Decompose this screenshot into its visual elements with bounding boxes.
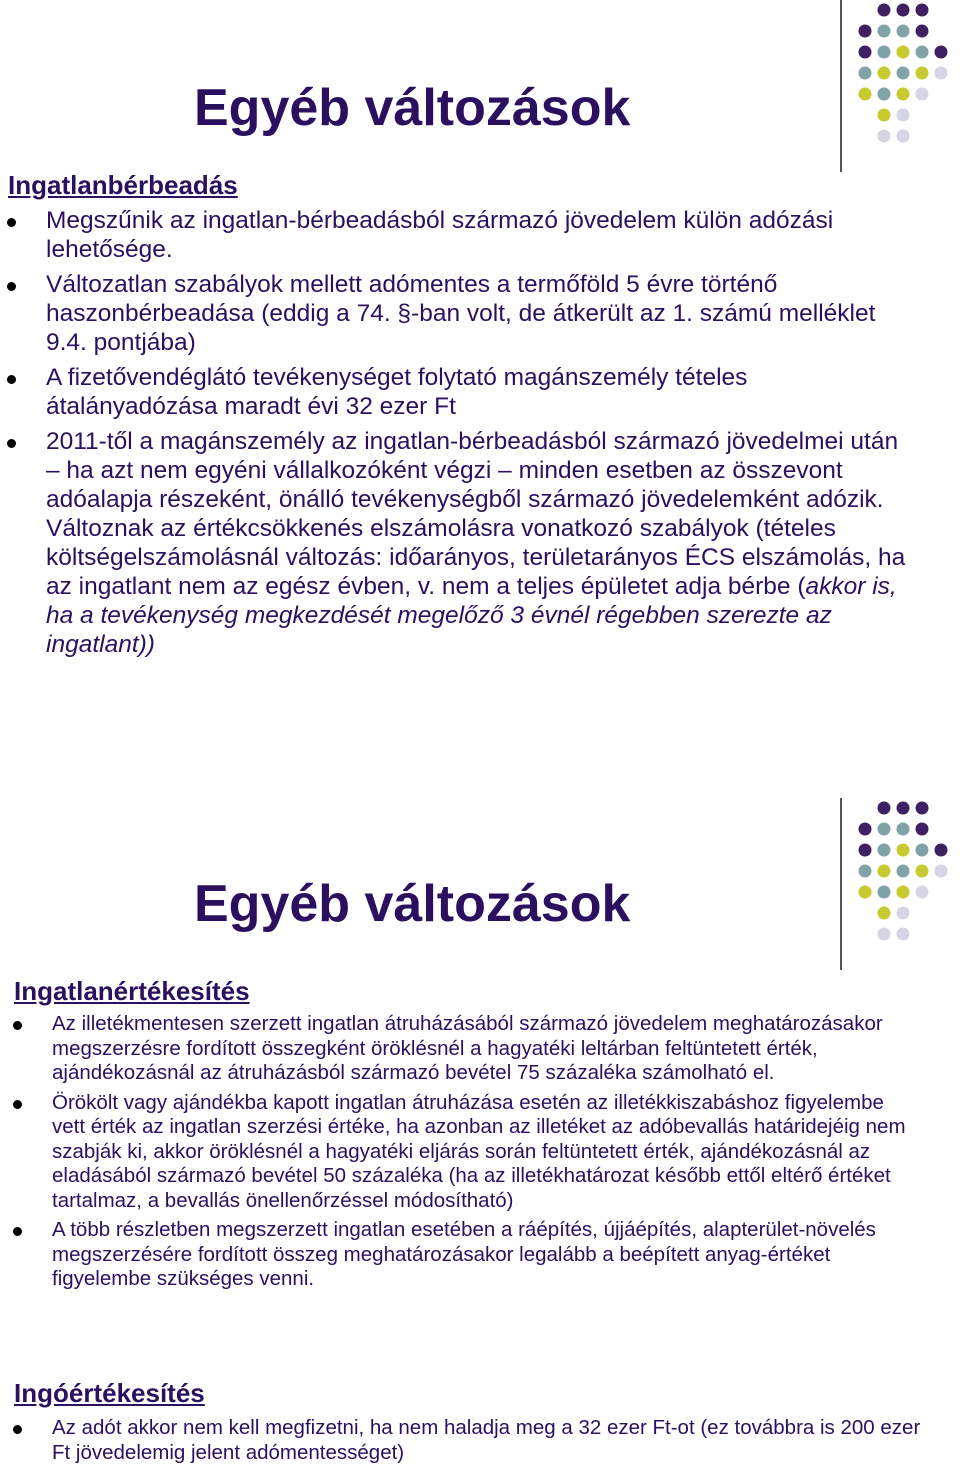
bullet-icon [13, 1021, 22, 1030]
decorative-dot [859, 25, 872, 38]
decorative-dot [916, 46, 929, 59]
decorative-dot [897, 844, 910, 857]
decorative-dot [897, 928, 910, 941]
decorative-vertical-line [840, 798, 842, 970]
decorative-dot [859, 46, 872, 59]
slide-title: Egyéb változások [194, 875, 631, 933]
decorative-dot [897, 886, 910, 899]
decorative-dot [897, 67, 910, 80]
decorative-dot [916, 4, 929, 17]
decorative-dot [916, 886, 929, 899]
list-item [52, 1416, 932, 1465]
bullet-icon [13, 1227, 22, 1236]
decorative-dot [897, 823, 910, 836]
list-item-text: Az illetékmentesen szerzett ingatlan átruházásából származó jövedelem meghatározásakor megszerzésre fordított összegként öröklésnél a hagyatéki leltárban feltüntetett érték, ajándékozásnál az átruházásból származó bevétel 75 százaléka számolható el. [52, 1012, 883, 1084]
bullet-icon [13, 1425, 22, 1434]
decorative-dot [878, 25, 891, 38]
decorative-dot [897, 4, 910, 17]
decorative-dot-grid [835, 798, 960, 968]
section-heading-ingoertekesites: Ingóértékesítés [14, 1378, 205, 1408]
decorative-dot [878, 46, 891, 59]
list-item-text: 2011-től a magánszemély az ingatlan-bérbeadásból származó jövedelmei után – ha azt nem egyéni vállalkozóként végzi – minden esetben az összevont adóalapja részeként, önálló tevékenységből származó jövedelemként adózik. Változnak az értékcsökkenés elszámolásra vonatkozó szabályok (tételes költségelszámolásnál változás: időarányos, területarányos ÉCS elszámolás, ha az ingatlant nem az egész évben, v. nem a teljes épületet adja bérbe ( [46, 428, 906, 600]
decorative-dot [916, 865, 929, 878]
decorative-dot [859, 865, 872, 878]
list-item [46, 427, 906, 659]
decorative-dot [897, 25, 910, 38]
bullet-list-berbeadas [46, 206, 906, 665]
list-item [52, 1091, 912, 1214]
decorative-dot [878, 907, 891, 920]
decorative-dot [897, 802, 910, 815]
list-item [52, 1218, 912, 1292]
decorative-dot [878, 88, 891, 101]
decorative-dot [916, 823, 929, 836]
decorative-dot [859, 67, 872, 80]
section-heading-ingatlanertekesites: Ingatlanértékesítés [14, 976, 250, 1006]
bullet-list-ingatlanertekesites [52, 1012, 912, 1297]
decorative-dot-grid [835, 0, 960, 170]
decorative-dot [878, 4, 891, 17]
decorative-dot [935, 844, 948, 857]
decorative-dot [935, 865, 948, 878]
decorative-dot [878, 865, 891, 878]
decorative-dot [935, 67, 948, 80]
decorative-dot [897, 907, 910, 920]
list-item-italic-text: akkor is, ha a tevékenység megkezdését megelőző 3 évnél régebben szerezte az ingatlant)) [46, 573, 897, 658]
list-item-text: A fizetővendéglátó tevékenységet folytató magánszemély tételes átalányadózása maradt évi 32 ezer Ft [46, 364, 748, 420]
decorative-dot [897, 46, 910, 59]
decorative-dot [897, 88, 910, 101]
list-item-text: A több részletben megszerzett ingatlan esetében a ráépítés, újjáépítés, alapterület-növelés megszerzésére fordított összeg meghatározásakor legalább a beépített anyag-értéket figyelembe szükséges venni. [52, 1218, 876, 1290]
list-item [46, 206, 906, 264]
bullet-list-ingoertekesites [52, 1416, 932, 1465]
slide-title: Egyéb változások [194, 79, 631, 137]
bullet-icon [7, 218, 16, 227]
decorative-dot [916, 25, 929, 38]
decorative-dot [859, 88, 872, 101]
decorative-dot [916, 844, 929, 857]
decorative-dot [916, 88, 929, 101]
bullet-icon [7, 375, 16, 384]
decorative-dot [935, 46, 948, 59]
decorative-dot [878, 823, 891, 836]
list-item [46, 270, 906, 357]
decorative-dot [878, 802, 891, 815]
decorative-dot [878, 928, 891, 941]
decorative-dot [916, 802, 929, 815]
decorative-dot [897, 109, 910, 122]
list-item [52, 1012, 912, 1086]
decorative-dot [859, 844, 872, 857]
list-item-text: Változatlan szabályok mellett adómentes a termőföld 5 évre történő haszonbérbeadása (eddig a 74. §-ban volt, de átkerült az 1. számú melléklet 9.4. pontjába) [46, 271, 876, 356]
decorative-vertical-line [840, 0, 842, 172]
decorative-dot [916, 67, 929, 80]
bullet-icon [7, 282, 16, 291]
decorative-dot [859, 823, 872, 836]
bullet-icon [13, 1100, 22, 1109]
list-item-text: Megszűnik az ingatlan-bérbeadásból származó jövedelem külön adózási lehetősége. [46, 207, 834, 263]
decorative-dot [878, 886, 891, 899]
decorative-dot [897, 130, 910, 143]
decorative-dot [878, 844, 891, 857]
decorative-dot [878, 109, 891, 122]
section-heading-ingatlanberbeadas: Ingatlanbérbeadás [8, 170, 238, 200]
bullet-icon [7, 439, 16, 448]
list-item-text: Örökölt vagy ajándékba kapott ingatlan átruházása esetén az illetékkiszabáshoz figyelembe vett érték az ingatlan szerzési értéke, ha azonban az illetéket az adóbevallás határidejéig nem szabják ki, akkor öröklésnél a hagyatéki eljárás során feltüntetett érték, ajándékozásnál az eladásából származó bevétel 50 százaléka (ha az illetékhatározat később ettől eltérő értéket tartalmaz, a bevallás önellenőrzéssel módosítható) [52, 1090, 906, 1212]
decorative-dot [878, 130, 891, 143]
list-item-text: Az adót akkor nem kell megfizetni, ha nem haladja meg a 32 ezer Ft-ot (ez továbbra is 200 ezer Ft jövedelemig jelent adómentességet) [52, 1416, 921, 1464]
decorative-dot [897, 865, 910, 878]
decorative-dot [878, 67, 891, 80]
list-item [46, 363, 906, 421]
decorative-dot [859, 886, 872, 899]
